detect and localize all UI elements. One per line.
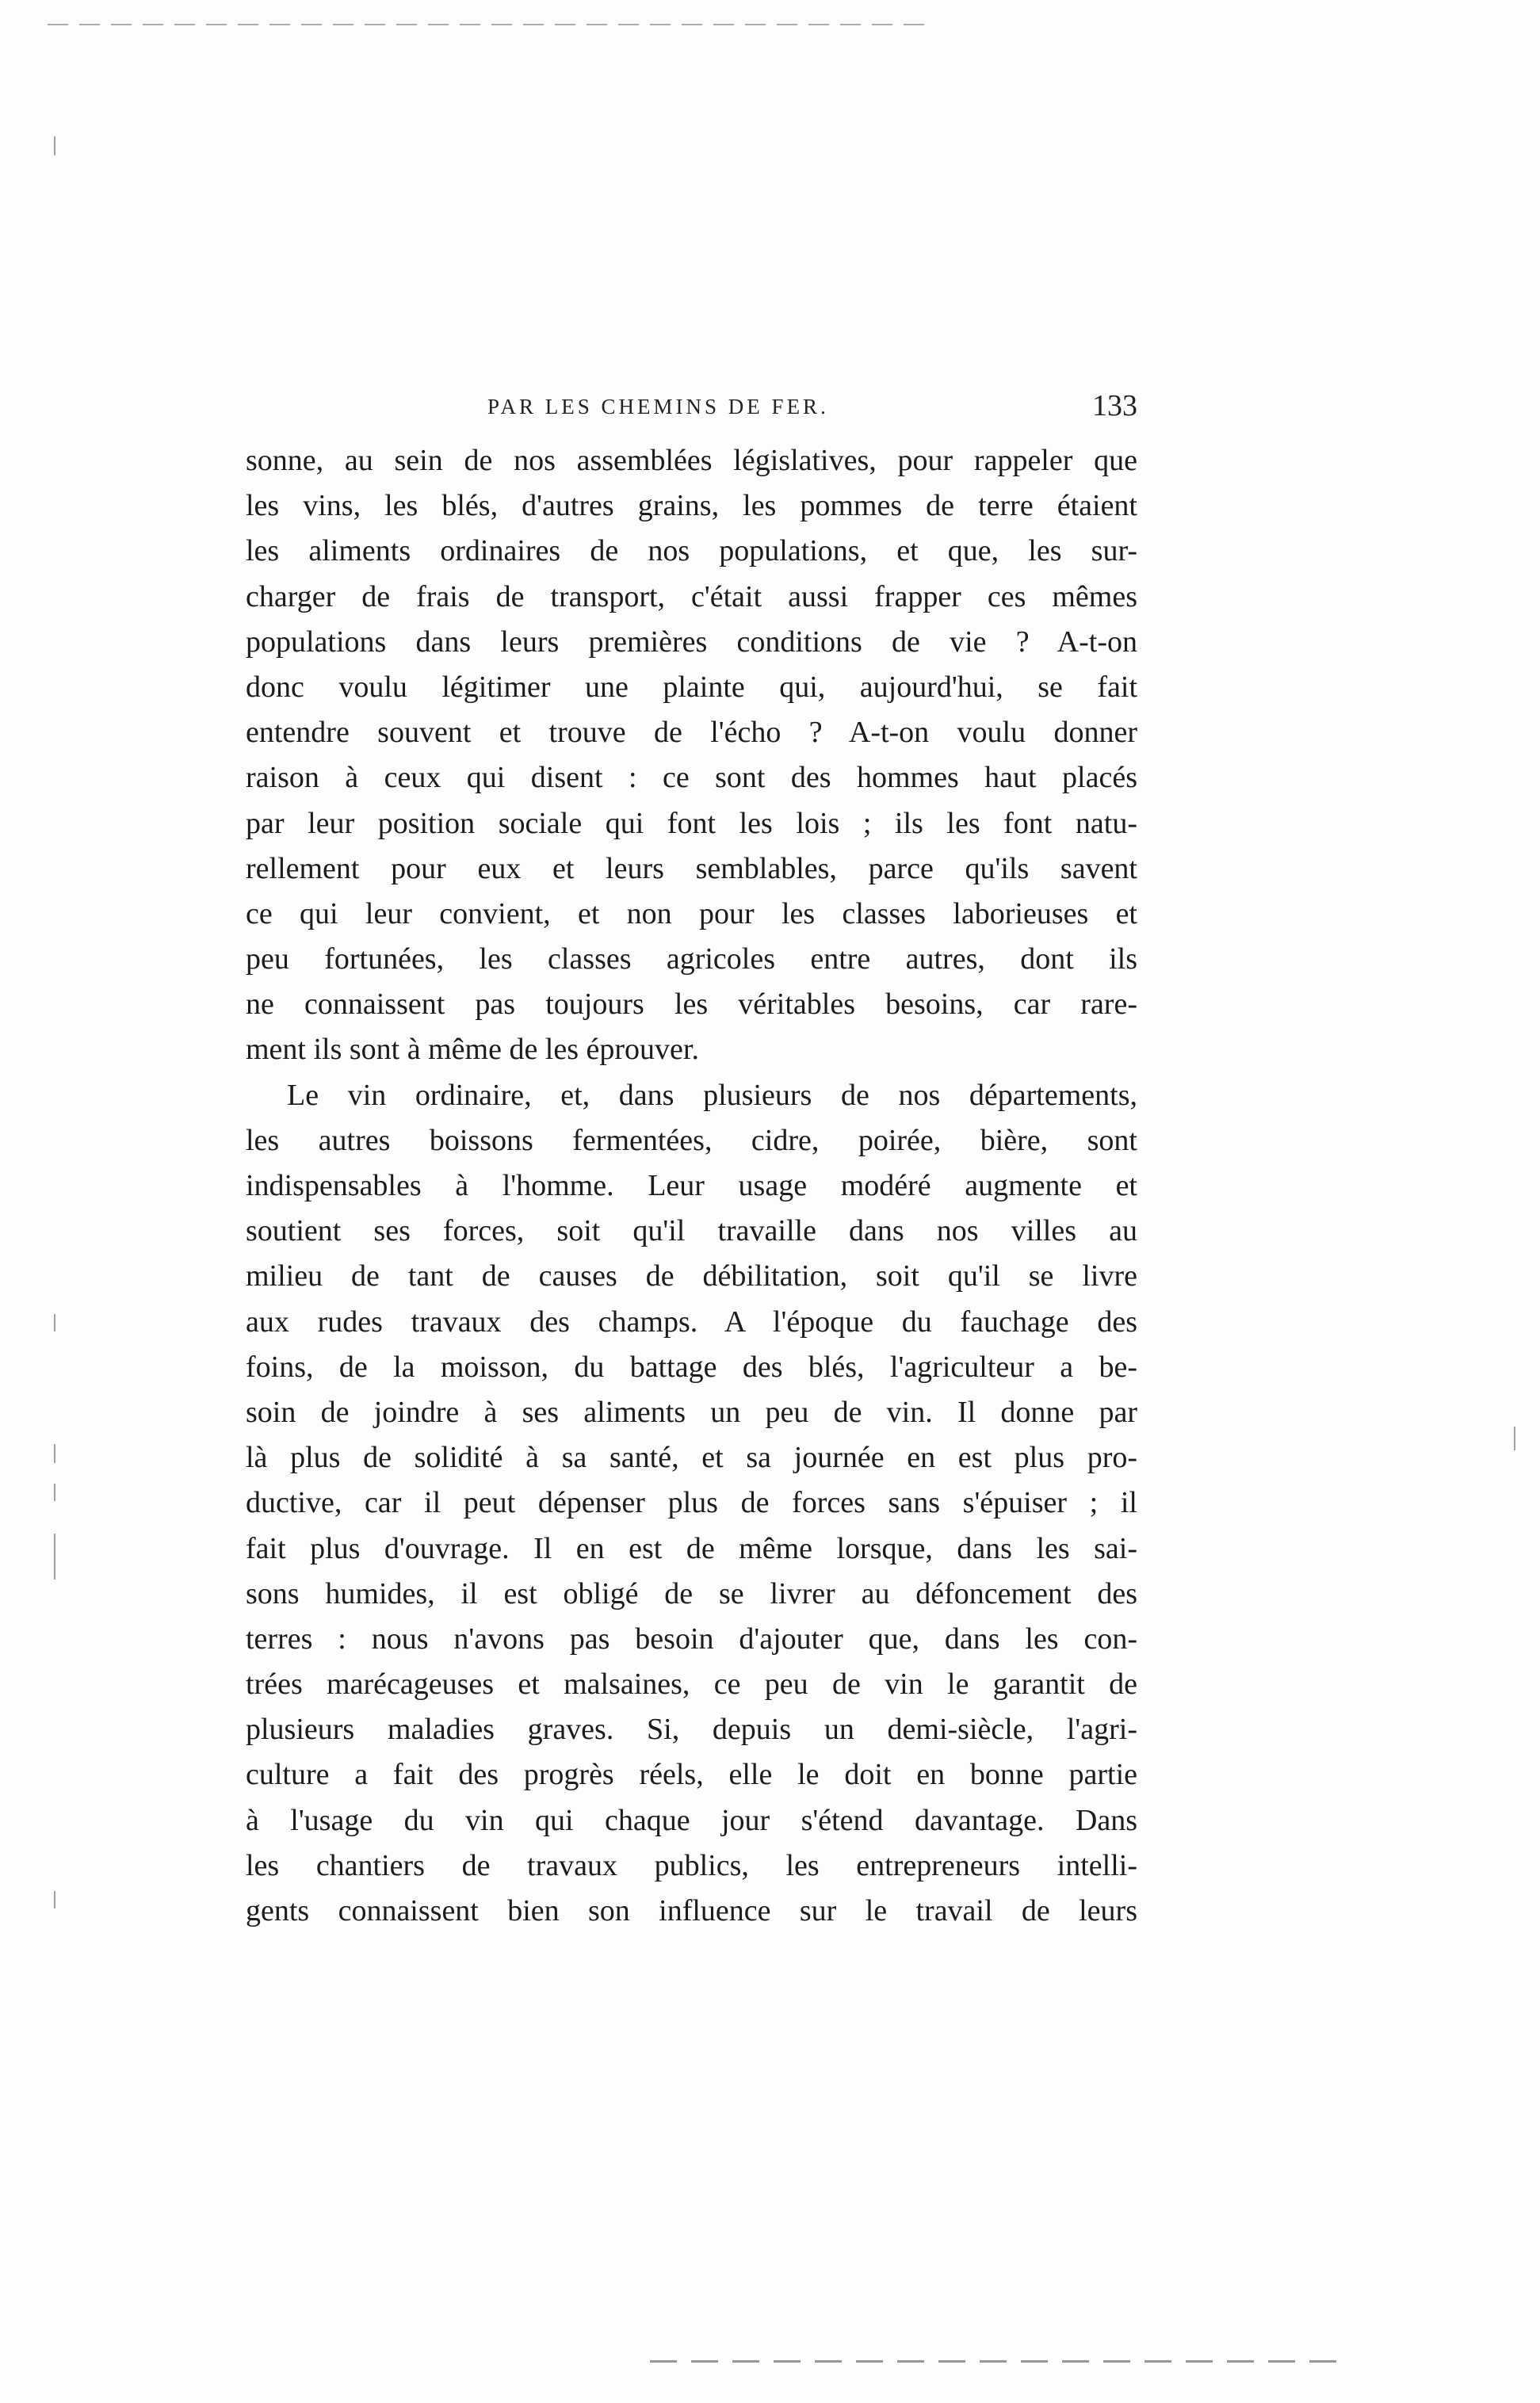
text-line: les autres boissons fermentées, cidre, poirée, bière, sont: [246, 1123, 1137, 1157]
text-line: par leur position sociale qui font les lois ; ils les font natu-: [246, 806, 1137, 840]
text-line: fait plus d'ouvrage. Il en est de même lorsque, dans les sai-: [246, 1531, 1137, 1565]
text-line: foins, de la moisson, du battage des blés, l'agriculteur a be-: [246, 1350, 1137, 1384]
text-line: soin de joindre à ses aliments un peu de vin. Il donne par: [246, 1395, 1137, 1429]
text-line: aux rudes travaux des champs. A l'époque du fauchage des: [246, 1305, 1137, 1339]
page-number: 133: [1092, 389, 1137, 422]
body-text: [246, 438, 1137, 1934]
scan-artifact-margin-mark: [54, 1484, 55, 1501]
text-line: terres : nous n'avons pas besoin d'ajouter que, dans les con-: [246, 1622, 1137, 1656]
text-line: donc voulu légitimer une plainte qui, aujourd'hui, se fait: [246, 670, 1137, 704]
scan-artifact-margin-mark: [54, 136, 55, 155]
text-line: les aliments ordinaires de nos populations, et que, les sur-: [246, 534, 1137, 568]
text-line: les chantiers de travaux publics, les entrepreneurs intelli-: [246, 1848, 1137, 1882]
text-line: trées marécageuses et malsaines, ce peu de vin le garantit de: [246, 1668, 1137, 1702]
text-line: entendre souvent et trouve de l'écho ? A-t-on voulu donner: [246, 716, 1137, 750]
text-line: peu fortunées, les classes agricoles entre autres, dont ils: [246, 942, 1137, 976]
text-line: raison à ceux qui disent : ce sont des hommes haut placés: [246, 761, 1137, 795]
scan-artifact-margin-mark: [1514, 1427, 1515, 1450]
text-line: là plus de solidité à sa santé, et sa journée en est plus pro-: [246, 1441, 1137, 1475]
text-line: les vins, les blés, d'autres grains, les pommes de terre étaient: [246, 489, 1137, 523]
paragraph: [246, 438, 1137, 1073]
text-line: ne connaissent pas toujours les véritables besoins, car rare-: [246, 988, 1137, 1022]
text-line: culture a fait des progrès réels, elle le doit en bonne partie: [246, 1758, 1137, 1792]
scan-artifact-margin-mark: [54, 1891, 55, 1908]
text-line: ment ils sont à même de les éprouver.: [246, 1033, 699, 1067]
scan-artifact-margin-mark: [54, 1534, 55, 1580]
scan-artifact-margin-mark: [54, 1314, 55, 1331]
paragraph: [246, 1073, 1137, 1935]
text-line: plusieurs maladies graves. Si, depuis un demi-siècle, l'agri-: [246, 1713, 1137, 1747]
scan-artifact-bottom-rule: [650, 2360, 1347, 2363]
text-line: sonne, au sein de nos assemblées législatives, pour rappeler que: [246, 444, 1137, 477]
text-line: gents connaissent bien son influence sur le travail de leurs: [246, 1894, 1137, 1927]
text-line: soutient ses forces, soit qu'il travaille dans nos villes au: [246, 1214, 1137, 1248]
scan-artifact-margin-mark: [54, 1444, 55, 1463]
text-line: ce qui leur convient, et non pour les classes laborieuses et: [246, 896, 1137, 930]
text-line: rellement pour eux et leurs semblables, parce qu'ils savent: [246, 851, 1137, 885]
text-line: milieu de tant de causes de débilitation, soit qu'il se livre: [246, 1259, 1137, 1293]
scan-artifact-top-rule: [48, 24, 935, 25]
text-line: à l'usage du vin qui chaque jour s'étend davantage. Dans: [246, 1803, 1137, 1837]
text-line: charger de frais de transport, c'était aussi frapper ces mêmes: [246, 579, 1137, 613]
text-line: indispensables à l'homme. Leur usage modéré augmente et: [246, 1169, 1137, 1202]
text-line: populations dans leurs premières conditions de vie ? A-t-on: [246, 625, 1137, 659]
text-line: ductive, car il peut dépenser plus de forces sans s'épuiser ; il: [246, 1486, 1137, 1520]
text-line: sons humides, il est obligé de se livrer au défoncement des: [246, 1576, 1137, 1610]
text-line: Le vin ordinaire, et, dans plusieurs de nos départements,: [287, 1078, 1137, 1112]
running-header: [246, 389, 1137, 431]
running-title: PAR LES CHEMINS DE FER.: [487, 395, 829, 418]
